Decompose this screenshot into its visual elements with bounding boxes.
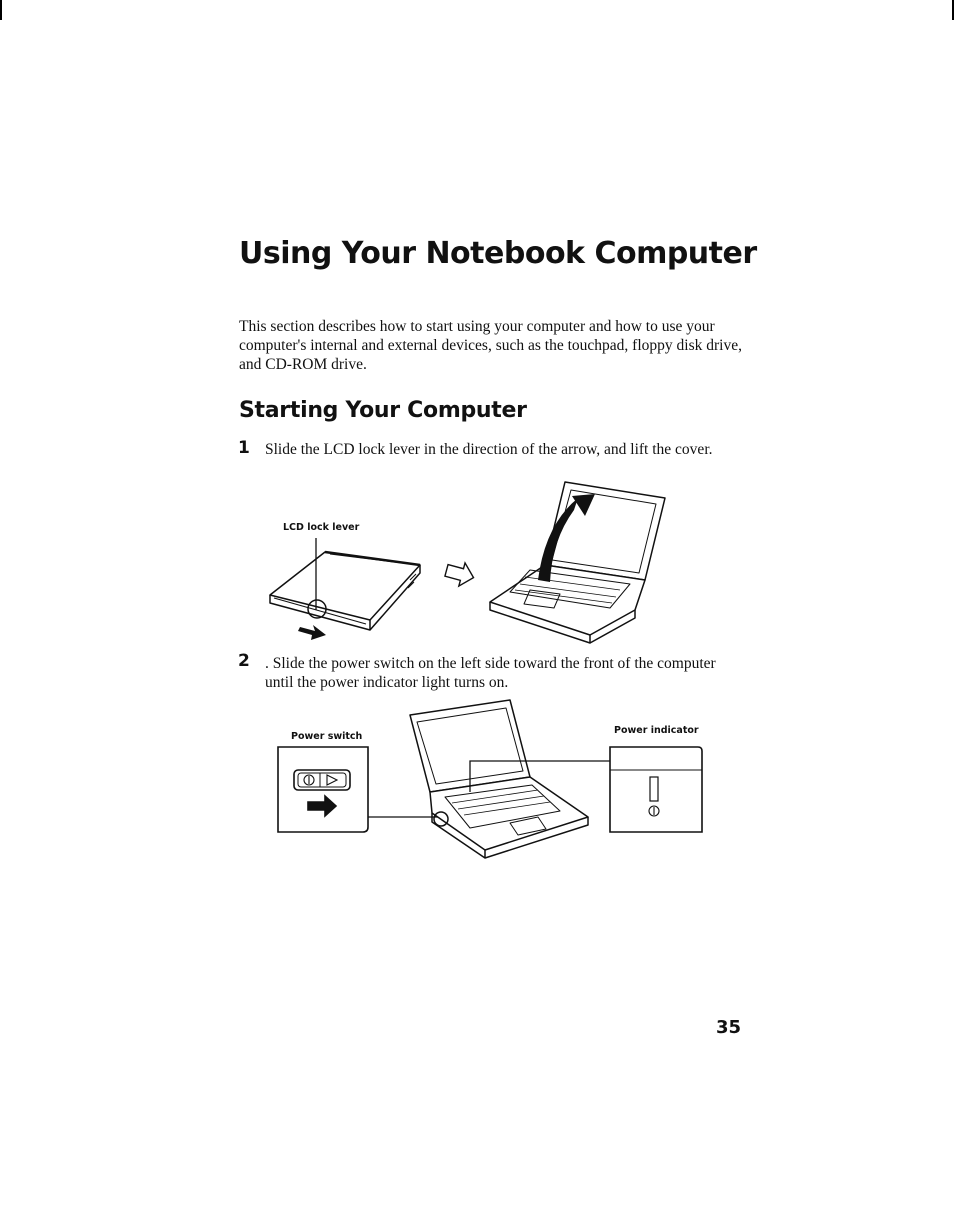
lcd-lock-lever-label: LCD lock lever [283, 522, 360, 533]
direction-arrow-icon [443, 559, 476, 589]
section-title: Starting Your Computer [239, 398, 527, 423]
open-notebook-icon [410, 700, 588, 858]
figure-lift-cover [260, 470, 680, 645]
page-number: 35 [716, 1017, 742, 1038]
power-switch-label: Power switch [291, 731, 363, 742]
step-1-number: 1 [238, 438, 250, 458]
step-2-number: 2 [238, 651, 250, 671]
open-notebook-icon [490, 482, 665, 643]
closed-notebook-icon [270, 552, 420, 630]
power-indicator-icon [610, 747, 702, 832]
figure-power-on [270, 695, 710, 865]
page-title: Using Your Notebook Computer [239, 236, 757, 271]
crop-mark-left [0, 0, 2, 20]
intro-paragraph: This section describes how to start using your computer and how to use your computer's internal and external devices, such as the touchpad, floppy disk drive, and CD-ROM drive. [239, 318, 742, 373]
step-1-text: Slide the LCD lock lever in the direction of the arrow, and lift the cover. [265, 441, 713, 458]
power-switch-icon [278, 747, 368, 832]
power-indicator-label: Power indicator [614, 725, 699, 736]
slide-arrow-icon [298, 625, 326, 640]
step-2-text: . Slide the power switch on the left side toward the front of the computer until the power indicator light turns on. [265, 655, 716, 691]
